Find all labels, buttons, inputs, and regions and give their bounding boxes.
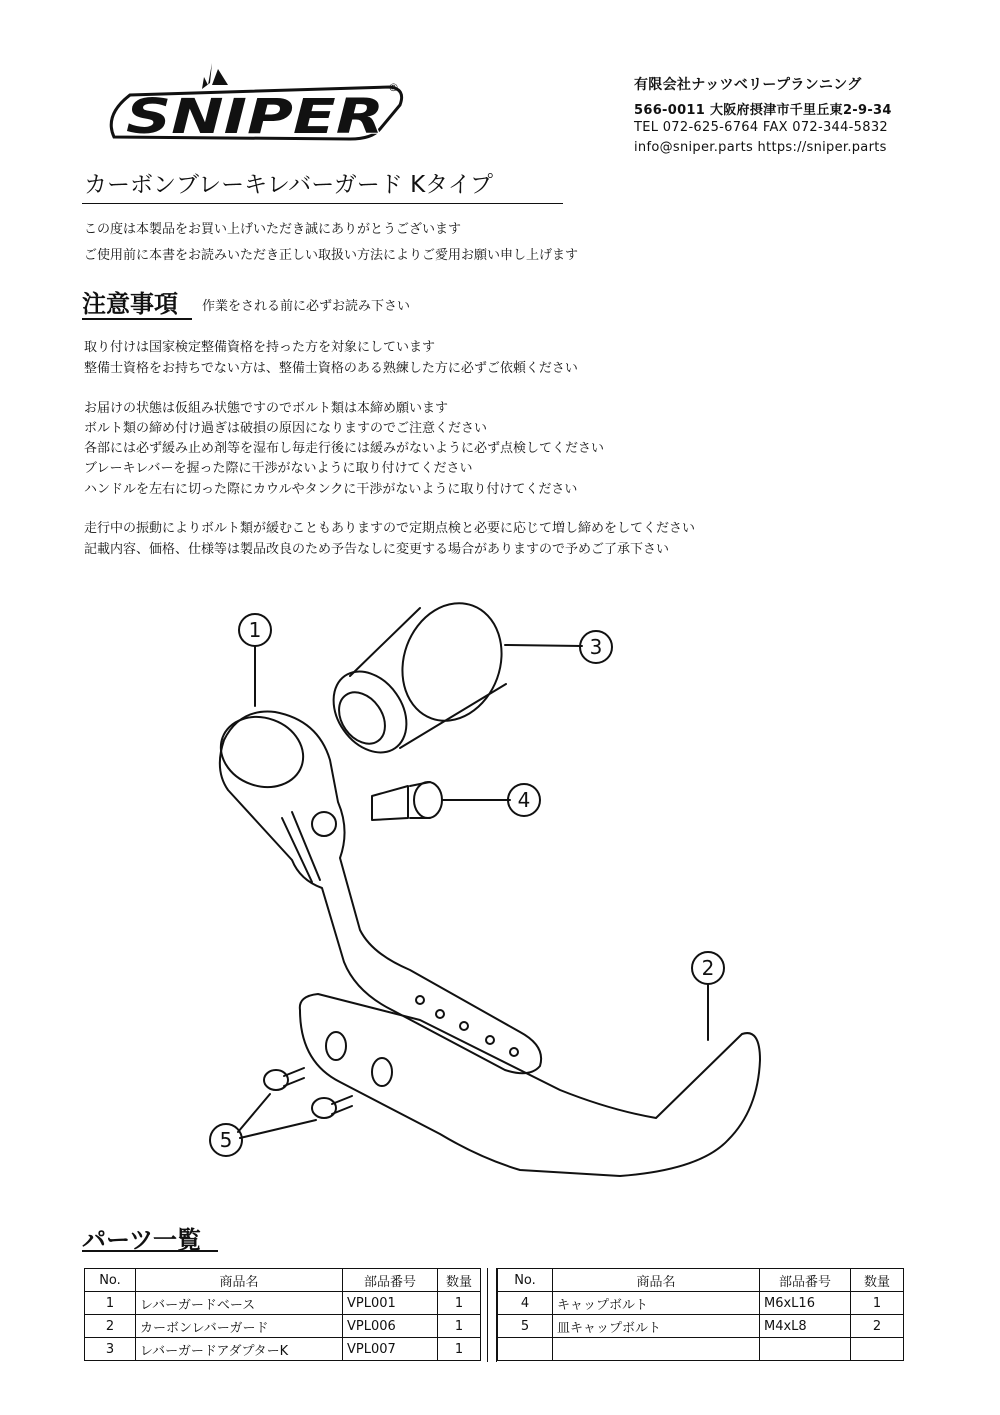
cell-qty: 2 <box>851 1315 904 1338</box>
callout-label-2: 2 <box>701 956 715 980</box>
logo-text: SNIPER <box>126 89 384 145</box>
cell-no: 4 <box>498 1292 553 1315</box>
cell-qty: 1 <box>438 1338 481 1361</box>
document-title: カーボンブレーキレバーガード Kタイプ <box>84 172 494 198</box>
sniper-logo <box>100 55 410 150</box>
company-name: 有限会社ナッツベリープランニング <box>634 77 862 93</box>
parts-table-left <box>84 1268 481 1361</box>
cell-name: 皿キャップボルト <box>553 1315 760 1338</box>
registered-mark: ® <box>388 81 399 94</box>
cell-empty <box>851 1338 904 1361</box>
caution-line: 各部には必ず緩み止め剤等を湿布し毎走行後には緩みがないように必ず点検してください <box>84 441 605 456</box>
header-name: 商品名 <box>553 1269 760 1292</box>
cell-name: レバーガードアダプターK <box>136 1338 343 1361</box>
intro-line-2: ご使用前に本書をお読みいただき正しい取扱い方法によりご愛用お願い申し上げます <box>84 248 579 263</box>
caution-line: ハンドルを左右に切った際にカウルやタンクに干渉がないように取り付けてください <box>84 482 578 497</box>
cap-bolt-drawing <box>372 782 510 820</box>
callout-label-1: 1 <box>248 618 262 642</box>
company-tel-fax: TEL 072-625-6764 FAX 072-344-5832 <box>634 120 888 135</box>
header-part-no: 部品番号 <box>760 1269 851 1292</box>
caution-line: 取り付けは国家検定整備資格を持った方を対象にしています <box>84 340 436 355</box>
cell-empty <box>760 1338 851 1361</box>
cell-name: レバーガードベース <box>136 1292 343 1315</box>
callout-label-5: 5 <box>219 1128 233 1152</box>
callout-label-3: 3 <box>589 635 603 659</box>
caution-line: ブレーキレバーを握った際に干渉がないように取り付けてください <box>84 461 473 476</box>
caution-heading: 注意事項 <box>82 290 178 318</box>
caution-line: ボルト類の締め付け過ぎは破損の原因になりますのでご注意ください <box>84 421 488 436</box>
company-web: info@sniper.parts https://sniper.parts <box>634 140 887 155</box>
intro-line-1: この度は本製品をお買い上げいただき誠にありがとうございます <box>84 222 462 237</box>
adapter-part-drawing <box>319 589 582 766</box>
caution-line: お届けの状態は仮組み状態ですのでボルト類は本締め願います <box>84 401 449 416</box>
company-address: 566-0011 大阪府摂津市千里丘東2-9-34 <box>634 103 892 118</box>
parts-heading: パーツ一覧 <box>82 1226 202 1254</box>
parts-underline <box>82 1250 218 1252</box>
table-row <box>498 1292 904 1315</box>
header-name: 商品名 <box>136 1269 343 1292</box>
table-header-row <box>85 1269 481 1292</box>
table-separator <box>487 1268 497 1362</box>
cell-qty: 1 <box>438 1292 481 1315</box>
caution-line: 整備士資格をお持ちでない方は、整備士資格のある熟練した方に必ずご依頼ください <box>84 361 578 376</box>
header-no: No. <box>498 1269 553 1292</box>
cell-no: 2 <box>85 1315 136 1338</box>
table-row <box>85 1292 481 1315</box>
table-row <box>498 1338 904 1361</box>
caution-line: 走行中の振動によりボルト類が緩むこともありますので定期点検と必要に応じて増し締めをしてください <box>84 521 696 536</box>
cell-no: 1 <box>85 1292 136 1315</box>
cell-part-no: VPL001 <box>343 1292 438 1315</box>
title-underline <box>82 203 563 204</box>
header-part-no: 部品番号 <box>343 1269 438 1292</box>
exploded-parts-diagram <box>140 585 920 1205</box>
table-header-row <box>498 1269 904 1292</box>
cell-qty: 1 <box>438 1315 481 1338</box>
cell-empty <box>498 1338 553 1361</box>
header-qty: 数量 <box>438 1269 481 1292</box>
parts-table-right <box>497 1268 904 1361</box>
cell-no: 5 <box>498 1315 553 1338</box>
cell-part-no: VPL007 <box>343 1338 438 1361</box>
cell-part-no: M6xL16 <box>760 1292 851 1315</box>
cell-part-no: VPL006 <box>343 1315 438 1338</box>
cell-name: カーボンレバーガード <box>136 1315 343 1338</box>
caution-line: 記載内容、価格、仕様等は製品改良のため予告なしに変更する場合がありますので予めご了承下さい <box>84 542 670 557</box>
caution-subheading: 作業をされる前に必ずお読み下さい <box>202 299 411 314</box>
cell-name: キャップボルト <box>553 1292 760 1315</box>
table-row <box>85 1338 481 1361</box>
callout-label-4: 4 <box>517 788 531 812</box>
header-no: No. <box>85 1269 136 1292</box>
cell-empty <box>553 1338 760 1361</box>
table-row <box>85 1315 481 1338</box>
cell-qty: 1 <box>851 1292 904 1315</box>
carbon-guard-drawing <box>300 985 760 1176</box>
caution-underline <box>82 318 192 320</box>
cell-no: 3 <box>85 1338 136 1361</box>
cell-part-no: M4xL8 <box>760 1315 851 1338</box>
table-row <box>498 1315 904 1338</box>
header-qty: 数量 <box>851 1269 904 1292</box>
